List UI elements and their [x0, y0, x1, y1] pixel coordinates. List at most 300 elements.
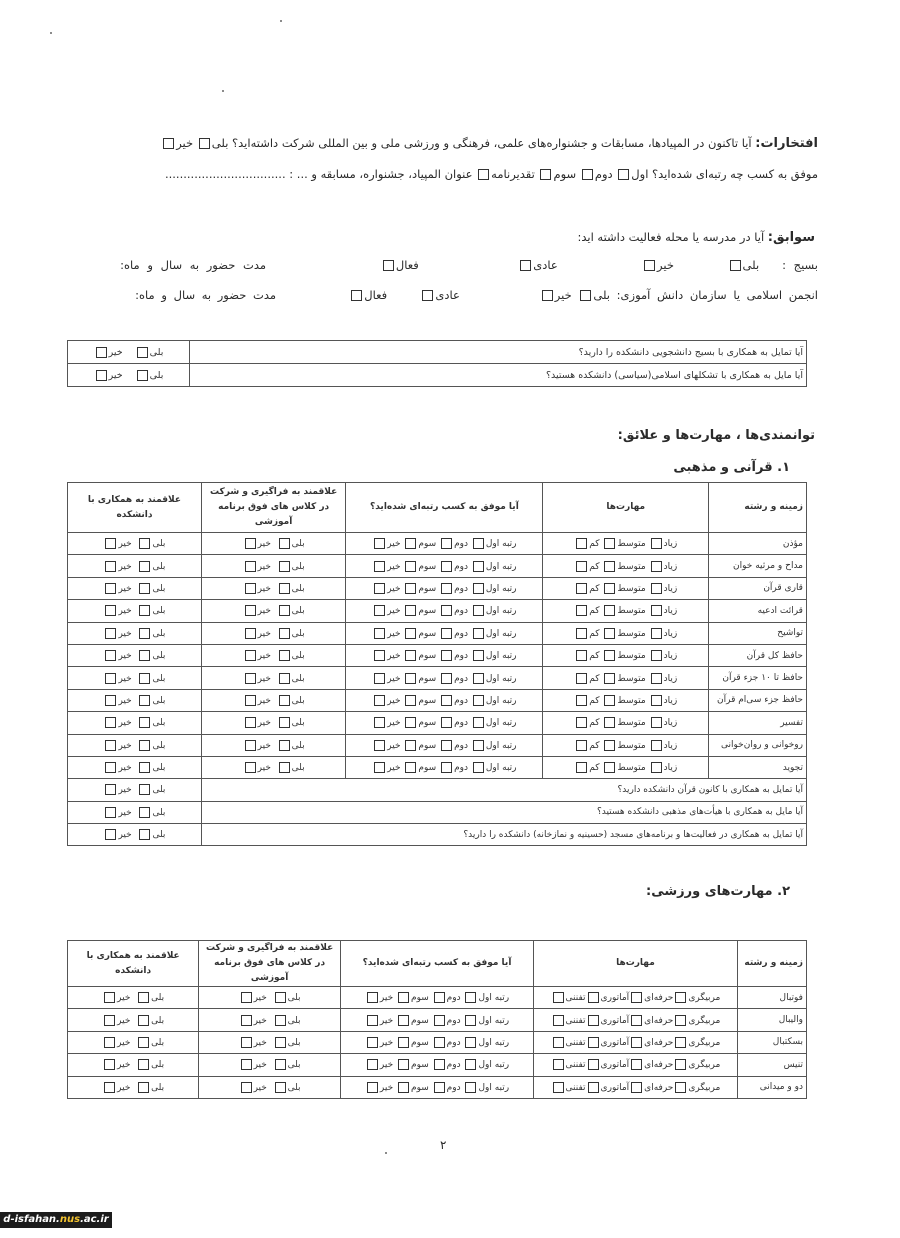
level-high-checkbox[interactable]	[651, 717, 662, 728]
coop-yes-checkbox[interactable]	[138, 1037, 149, 1048]
coop-no-checkbox[interactable]	[104, 1015, 115, 1026]
rank-second-checkbox[interactable]	[441, 538, 452, 549]
rank-second-checkbox[interactable]	[441, 650, 452, 661]
field-name: روخوانی و روان‌خوانی	[708, 734, 806, 756]
class-no-checkbox[interactable]	[241, 992, 252, 1003]
level-mid-checkbox[interactable]	[604, 583, 615, 594]
level-mid-checkbox[interactable]	[604, 695, 615, 706]
table-row	[68, 824, 807, 846]
coop-no-checkbox[interactable]	[105, 561, 116, 572]
rank-no-checkbox[interactable]	[367, 1015, 378, 1026]
basij-duration[interactable]: مدت حضور به سال و ماه:	[120, 258, 267, 272]
table-row	[68, 1054, 807, 1076]
rank-first-checkbox[interactable]	[465, 1015, 476, 1026]
amateur-checkbox[interactable]	[588, 992, 599, 1003]
fun-checkbox[interactable]	[553, 992, 564, 1003]
assoc-active-checkbox[interactable]	[351, 290, 362, 301]
rank-third-checkbox[interactable]	[405, 762, 416, 773]
level-mid-checkbox[interactable]	[604, 605, 615, 616]
level-low-checkbox[interactable]	[576, 628, 587, 639]
cell-label: زیاد	[663, 539, 678, 550]
fun-checkbox[interactable]	[553, 1037, 564, 1048]
extra-no-checkbox[interactable]	[105, 829, 116, 840]
cell-label: بلی	[152, 830, 166, 841]
coop-no-checkbox[interactable]	[105, 740, 116, 751]
level-cell	[543, 689, 709, 711]
rank-second-checkbox[interactable]	[441, 740, 452, 751]
cell-label: خیر	[379, 993, 394, 1004]
coach-checkbox[interactable]	[675, 992, 686, 1003]
honors-no-checkbox[interactable]	[163, 138, 174, 149]
cell-label: حرفه‌ای	[644, 1082, 674, 1093]
amateur-checkbox[interactable]	[588, 1082, 599, 1093]
level-low-checkbox[interactable]	[576, 673, 587, 684]
coop-yes-checkbox[interactable]	[138, 992, 149, 1003]
rank-first-checkbox[interactable]	[473, 762, 484, 773]
class-yes-checkbox[interactable]	[279, 717, 290, 728]
rank-second-checkbox[interactable]	[441, 583, 452, 594]
rank-second-checkbox[interactable]	[441, 695, 452, 706]
class-no-checkbox[interactable]	[245, 673, 256, 684]
coach-checkbox[interactable]	[675, 1059, 686, 1070]
rank-first-checkbox[interactable]	[465, 1082, 476, 1093]
class-cell	[201, 577, 345, 599]
level-cell	[543, 734, 709, 756]
coop-islamic-no-checkbox[interactable]	[96, 370, 107, 381]
field-name: تفسیر	[708, 712, 806, 734]
coop-no-checkbox[interactable]	[105, 673, 116, 684]
coop-yes-checkbox[interactable]	[139, 538, 150, 549]
class-yes-checkbox[interactable]	[279, 695, 290, 706]
rank-first-checkbox[interactable]	[473, 628, 484, 639]
cell-label: متوسط	[617, 718, 646, 729]
coop-no-checkbox[interactable]	[104, 1037, 115, 1048]
cell-label: دوم	[454, 740, 468, 751]
cell-label: دوم	[446, 1015, 461, 1026]
coop-cell	[68, 1009, 199, 1031]
rank-second-checkbox[interactable]	[441, 717, 452, 728]
cell-label: خیر	[253, 1015, 267, 1026]
header-class: علاقمند به فراگیری و شرکت در کلاس های فوق برنامه آموزشی	[199, 941, 341, 987]
rank-third-checkbox[interactable]	[405, 695, 416, 706]
pro-checkbox[interactable]	[631, 1015, 642, 1026]
coop-no-checkbox[interactable]	[105, 650, 116, 661]
cell-label: رتبه اول	[485, 539, 517, 550]
rank-first-checkbox[interactable]	[465, 1037, 476, 1048]
class-yes-checkbox[interactable]	[275, 1015, 286, 1026]
rank-first-checkbox[interactable]	[473, 538, 484, 549]
rank-second-checkbox[interactable]	[441, 561, 452, 572]
table-row	[68, 1076, 807, 1098]
level-low-checkbox[interactable]	[576, 695, 587, 706]
cell-label: سوم	[418, 606, 437, 617]
assoc-duration[interactable]: مدت حضور به سال و ماه:	[135, 288, 277, 302]
level-mid-checkbox[interactable]	[604, 538, 615, 549]
rank-first-checkbox[interactable]	[473, 605, 484, 616]
cell-label: تفننی	[565, 1037, 586, 1048]
coop-no-checkbox[interactable]	[105, 762, 116, 773]
rank-no-checkbox[interactable]	[367, 1082, 378, 1093]
rank-second-checkbox[interactable]	[434, 992, 445, 1003]
basij-active-checkbox[interactable]	[383, 260, 394, 271]
level-low-checkbox[interactable]	[576, 538, 587, 549]
rank-second-checkbox[interactable]	[441, 673, 452, 684]
fun-checkbox[interactable]	[553, 1015, 564, 1026]
table-row	[68, 555, 807, 577]
rank-third-checkbox[interactable]	[405, 561, 416, 572]
cell-label: سوم	[418, 763, 437, 774]
field-name: تواشیح	[708, 622, 806, 644]
coop-yes-checkbox[interactable]	[139, 762, 150, 773]
cell-label: خیر	[257, 583, 271, 594]
level-mid-checkbox[interactable]	[604, 673, 615, 684]
rank-second-checkbox[interactable]	[434, 1059, 445, 1070]
assoc-no-checkbox[interactable]	[542, 290, 553, 301]
level-high-checkbox[interactable]	[651, 561, 662, 572]
coop-cell	[68, 734, 202, 756]
table-row	[68, 1031, 807, 1053]
basij-no-checkbox[interactable]	[644, 260, 655, 271]
cell-label: رتبه اول	[478, 1060, 510, 1071]
rank-no-checkbox[interactable]	[367, 1059, 378, 1070]
rank-third-checkbox[interactable]	[405, 740, 416, 751]
rank-third-checkbox[interactable]	[405, 628, 416, 639]
pro-checkbox[interactable]	[631, 1037, 642, 1048]
level-low-checkbox[interactable]	[576, 561, 587, 572]
class-yes-checkbox[interactable]	[275, 1082, 286, 1093]
rank-no-checkbox[interactable]	[374, 538, 385, 549]
cell-label: خیر	[118, 539, 132, 550]
rank-second-checkbox[interactable]	[441, 628, 452, 639]
class-no-checkbox[interactable]	[241, 1082, 252, 1093]
extra-no-checkbox[interactable]	[105, 807, 116, 818]
coach-checkbox[interactable]	[675, 1037, 686, 1048]
cell-label: بلی	[152, 807, 166, 818]
level-high-checkbox[interactable]	[651, 628, 662, 639]
coop-yes-checkbox[interactable]	[139, 650, 150, 661]
cell-label: متوسط	[617, 583, 646, 594]
cell-label: کم	[589, 606, 600, 617]
header-field: زمینه و رشته	[737, 941, 806, 987]
level-cell	[543, 667, 709, 689]
level-cell	[534, 1031, 738, 1053]
level-high-checkbox[interactable]	[651, 583, 662, 594]
rank-second-checkbox[interactable]	[434, 1082, 445, 1093]
class-yes-checkbox[interactable]	[279, 583, 290, 594]
rank-no-checkbox[interactable]	[374, 695, 385, 706]
honors-first-checkbox[interactable]	[618, 169, 629, 180]
rank-no-checkbox[interactable]	[374, 628, 385, 639]
cell-label: بلی	[291, 695, 305, 706]
level-low-checkbox[interactable]	[576, 740, 587, 751]
coop-answer-cell: بلی خیر	[68, 341, 190, 364]
rank-second-checkbox[interactable]	[434, 1037, 445, 1048]
coop-yes-checkbox[interactable]	[139, 561, 150, 572]
rank-no-checkbox[interactable]	[374, 605, 385, 616]
cell-label: بلی	[152, 628, 166, 639]
rank-no-checkbox[interactable]	[374, 650, 385, 661]
header-field: زمینه و رشته	[708, 483, 806, 533]
level-high-checkbox[interactable]	[651, 762, 662, 773]
class-no-checkbox[interactable]	[245, 561, 256, 572]
sports-subtitle: ۲. مهارت‌های ورزشی:	[646, 884, 790, 899]
honors-yes-checkbox[interactable]	[199, 138, 210, 149]
rank-third-checkbox[interactable]	[405, 538, 416, 549]
pro-checkbox[interactable]	[631, 1082, 642, 1093]
rank-first-checkbox[interactable]	[465, 992, 476, 1003]
class-yes-checkbox[interactable]	[279, 628, 290, 639]
level-mid-checkbox[interactable]	[604, 740, 615, 751]
coop-yes-checkbox[interactable]	[139, 673, 150, 684]
class-yes-checkbox[interactable]	[279, 561, 290, 572]
cell-label: دوم	[446, 993, 461, 1004]
rank-first-checkbox[interactable]	[473, 673, 484, 684]
amateur-checkbox[interactable]	[588, 1059, 599, 1070]
class-no-checkbox[interactable]	[245, 628, 256, 639]
class-yes-checkbox[interactable]	[275, 992, 286, 1003]
class-cell	[201, 756, 345, 778]
cell-label: خیر	[387, 695, 401, 706]
assoc-normal-checkbox[interactable]	[422, 290, 433, 301]
cell-label: کم	[589, 651, 600, 662]
coop-basij-yes-checkbox[interactable]	[137, 347, 148, 358]
fun-checkbox[interactable]	[553, 1059, 564, 1070]
class-no-checkbox[interactable]	[245, 740, 256, 751]
level-high-checkbox[interactable]	[651, 605, 662, 616]
coach-checkbox[interactable]	[675, 1082, 686, 1093]
coop-yes-checkbox[interactable]	[139, 605, 150, 616]
cell-label: خیر	[387, 763, 401, 774]
rank-no-checkbox[interactable]	[374, 717, 385, 728]
coop-no-checkbox[interactable]	[105, 628, 116, 639]
cell-label: مربیگری	[688, 993, 721, 1004]
cell-label: بلی	[151, 1037, 165, 1048]
level-low-checkbox[interactable]	[576, 583, 587, 594]
cell-label: خیر	[379, 1060, 394, 1071]
basij-yes-checkbox[interactable]	[730, 260, 741, 271]
site-logo: d-isfahan.nus.ac.ir	[0, 1212, 112, 1228]
table-row	[68, 756, 807, 778]
coop-no-checkbox[interactable]	[104, 1059, 115, 1070]
rank-no-checkbox[interactable]	[374, 673, 385, 684]
class-no-checkbox[interactable]	[245, 583, 256, 594]
cell-label: خیر	[257, 673, 271, 684]
coach-checkbox[interactable]	[675, 1015, 686, 1026]
rank-cell	[346, 622, 543, 644]
field-name: حافظ کل قرآن	[708, 644, 806, 666]
cell-label: دوم	[454, 606, 468, 617]
level-high-checkbox[interactable]	[651, 673, 662, 684]
level-low-checkbox[interactable]	[576, 762, 587, 773]
amateur-checkbox[interactable]	[588, 1037, 599, 1048]
rank-third-checkbox[interactable]	[405, 673, 416, 684]
fun-checkbox[interactable]	[553, 1082, 564, 1093]
coop-yes-checkbox[interactable]	[139, 695, 150, 706]
rank-third-checkbox[interactable]	[405, 583, 416, 594]
rank-no-checkbox[interactable]	[374, 762, 385, 773]
table-row	[68, 577, 807, 599]
coop-basij-no-checkbox[interactable]	[96, 347, 107, 358]
field-name: حافظ تا ۱۰ جزء قرآن	[708, 667, 806, 689]
class-no-checkbox[interactable]	[245, 605, 256, 616]
coop-no-checkbox[interactable]	[104, 992, 115, 1003]
level-high-checkbox[interactable]	[651, 650, 662, 661]
table-row	[68, 622, 807, 644]
cell-label: بلی	[291, 651, 305, 662]
rank-third-checkbox[interactable]	[405, 605, 416, 616]
cell-label: بلی	[152, 673, 166, 684]
extra-yes-checkbox[interactable]	[139, 829, 150, 840]
level-mid-checkbox[interactable]	[604, 762, 615, 773]
rank-third-checkbox[interactable]	[398, 1059, 409, 1070]
amateur-checkbox[interactable]	[588, 1015, 599, 1026]
rank-first-checkbox[interactable]	[473, 740, 484, 751]
honors-second-checkbox[interactable]	[582, 169, 593, 180]
level-mid-checkbox[interactable]	[604, 650, 615, 661]
rank-third-checkbox[interactable]	[405, 717, 416, 728]
coop-no-checkbox[interactable]	[104, 1082, 115, 1093]
rank-no-checkbox[interactable]	[374, 740, 385, 751]
rank-first-checkbox[interactable]	[473, 650, 484, 661]
rank-first-checkbox[interactable]	[473, 561, 484, 572]
cell-label: بلی	[287, 1060, 301, 1071]
class-yes-checkbox[interactable]	[279, 762, 290, 773]
level-mid-checkbox[interactable]	[604, 628, 615, 639]
level-mid-checkbox[interactable]	[604, 717, 615, 728]
header-skills: مهارت‌ها	[543, 483, 709, 533]
class-no-checkbox[interactable]	[245, 538, 256, 549]
field-name: مداح و مرثیه خوان	[708, 555, 806, 577]
cell-label: آماتوری	[600, 1082, 630, 1093]
rank-third-checkbox[interactable]	[405, 650, 416, 661]
quran-subtitle: ۱. قرآنی و مذهبی	[673, 460, 790, 475]
class-no-checkbox[interactable]	[241, 1059, 252, 1070]
header-rank: آیا موفق به کسب رتبه‌ای شده‌اید؟	[346, 483, 543, 533]
coop-no-checkbox[interactable]	[105, 605, 116, 616]
rank-no-checkbox[interactable]	[367, 1037, 378, 1048]
class-yes-checkbox[interactable]	[279, 538, 290, 549]
coop-no-checkbox[interactable]	[105, 583, 116, 594]
honors-commendation-checkbox[interactable]	[478, 169, 489, 180]
class-no-checkbox[interactable]	[245, 650, 256, 661]
level-high-checkbox[interactable]	[651, 695, 662, 706]
level-low-checkbox[interactable]	[576, 650, 587, 661]
cell-label: بلی	[291, 583, 305, 594]
field-name: قاری قرآن	[708, 577, 806, 599]
level-cell	[543, 577, 709, 599]
class-yes-checkbox[interactable]	[275, 1059, 286, 1070]
level-low-checkbox[interactable]	[576, 717, 587, 728]
honors-title-field[interactable]: .................................	[164, 167, 286, 181]
rank-first-checkbox[interactable]	[465, 1059, 476, 1070]
coop-yes-checkbox[interactable]	[139, 583, 150, 594]
level-mid-checkbox[interactable]	[604, 561, 615, 572]
level-high-checkbox[interactable]	[651, 740, 662, 751]
coop-cell	[68, 644, 202, 666]
cell-label: متوسط	[617, 651, 646, 662]
rank-third-checkbox[interactable]	[398, 1082, 409, 1093]
class-cell	[201, 533, 345, 555]
coop-no-checkbox[interactable]	[105, 717, 116, 728]
cell-label: بلی	[152, 740, 166, 751]
class-yes-checkbox[interactable]	[279, 740, 290, 751]
rank-no-checkbox[interactable]	[367, 992, 378, 1003]
rank-first-checkbox[interactable]	[473, 717, 484, 728]
field-name: بسکتبال	[737, 1031, 806, 1053]
rank-third-checkbox[interactable]	[398, 1037, 409, 1048]
cell-label: خیر	[117, 1060, 131, 1071]
level-high-checkbox[interactable]	[651, 538, 662, 549]
assoc-yes-checkbox[interactable]	[580, 290, 591, 301]
rank-second-checkbox[interactable]	[434, 1015, 445, 1026]
extra-yes-checkbox[interactable]	[139, 784, 150, 795]
coop-yes-checkbox[interactable]	[139, 740, 150, 751]
rank-first-checkbox[interactable]	[473, 583, 484, 594]
class-cell	[201, 622, 345, 644]
header-class: علاقمند به فراگیری و شرکت در کلاس های فوق برنامه آموزشی	[201, 483, 345, 533]
coop-no-checkbox[interactable]	[105, 538, 116, 549]
rank-third-checkbox[interactable]	[398, 1015, 409, 1026]
cell-label: متوسط	[617, 628, 646, 639]
class-yes-checkbox[interactable]	[279, 650, 290, 661]
level-low-checkbox[interactable]	[576, 605, 587, 616]
honors-third-checkbox[interactable]	[540, 169, 551, 180]
cell-label: حرفه‌ای	[644, 993, 674, 1004]
class-yes-checkbox[interactable]	[279, 605, 290, 616]
cell-label: مربیگری	[688, 1015, 721, 1026]
table-header-row	[68, 483, 807, 533]
rank-no-checkbox[interactable]	[374, 583, 385, 594]
level-cell	[534, 1054, 738, 1076]
rank-no-checkbox[interactable]	[374, 561, 385, 572]
coop-yes-checkbox[interactable]	[138, 1059, 149, 1070]
rank-second-checkbox[interactable]	[441, 605, 452, 616]
coop-yes-checkbox[interactable]	[139, 628, 150, 639]
cell-label: زیاد	[663, 583, 678, 594]
pro-checkbox[interactable]	[631, 1059, 642, 1070]
rank-third-checkbox[interactable]	[398, 992, 409, 1003]
rank-second-checkbox[interactable]	[441, 762, 452, 773]
extra-no-checkbox[interactable]	[105, 784, 116, 795]
class-no-checkbox[interactable]	[245, 695, 256, 706]
coop-yes-checkbox[interactable]	[139, 717, 150, 728]
class-yes-checkbox[interactable]	[279, 673, 290, 684]
coop-yes-checkbox[interactable]	[138, 1082, 149, 1093]
class-no-checkbox[interactable]	[245, 717, 256, 728]
coop-islamic-yes-checkbox[interactable]	[137, 370, 148, 381]
class-no-checkbox[interactable]	[241, 1037, 252, 1048]
extra-yes-checkbox[interactable]	[139, 807, 150, 818]
class-no-checkbox[interactable]	[241, 1015, 252, 1026]
pro-checkbox[interactable]	[631, 992, 642, 1003]
field-name: حافظ جزء سی‌ام قرآن	[708, 689, 806, 711]
rank-first-checkbox[interactable]	[473, 695, 484, 706]
cell-label: کم	[589, 673, 600, 684]
coop-no-checkbox[interactable]	[105, 695, 116, 706]
cell-label: زیاد	[663, 561, 678, 572]
rank-cell	[340, 987, 533, 1009]
table-row	[68, 712, 807, 734]
cell-label: بلی	[287, 1037, 301, 1048]
cell-label: خیر	[118, 830, 132, 841]
coop-yes-checkbox[interactable]	[138, 1015, 149, 1026]
cell-label: بلی	[291, 673, 305, 684]
class-no-checkbox[interactable]	[245, 762, 256, 773]
class-yes-checkbox[interactable]	[275, 1037, 286, 1048]
cell-label: زیاد	[663, 628, 678, 639]
basij-normal-checkbox[interactable]	[520, 260, 531, 271]
cell-label: خیر	[117, 1037, 131, 1048]
